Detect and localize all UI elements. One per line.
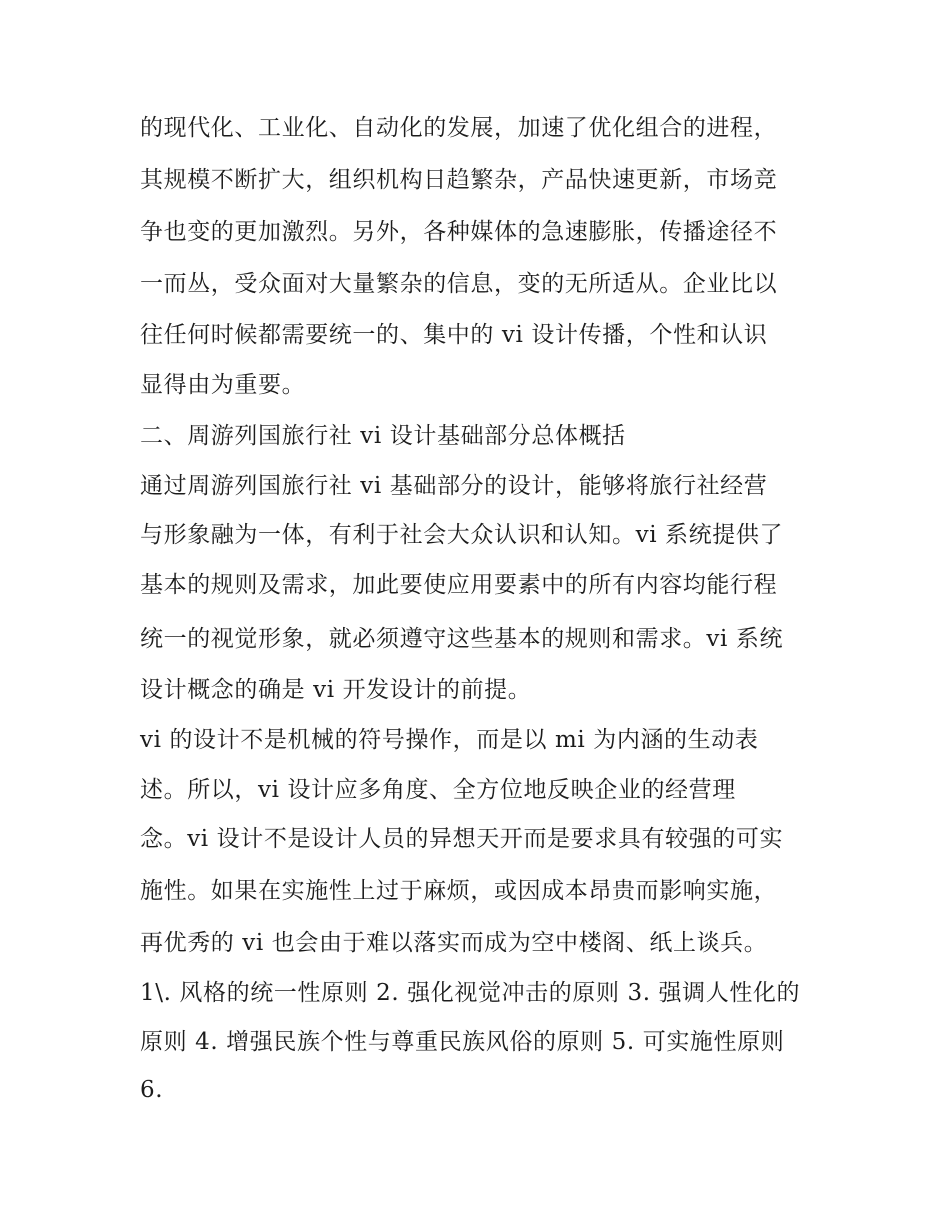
text-line: 基本的规则及需求，加此要使应用要素中的所有内容均能行程 xyxy=(140,572,778,598)
text-line: 的现代化、工业化、自动化的发展，加速了优化组合的进程， xyxy=(140,115,778,141)
text-line: 述。所以，vi 设计应多角度、全方位地反映企业的经营理 xyxy=(140,777,736,803)
text-line: 争也变的更加激烈。另外，各种媒体的急速膨胀，传播途径不 xyxy=(140,219,778,245)
text-line: 一而丛，受众面对大量繁杂的信息，变的无所适从。企业比以 xyxy=(140,271,778,297)
text-line: 设计概念的确是 vi 开发设计的前提。 xyxy=(140,677,532,703)
text-line: vi 的设计不是机械的符号操作，而是以 mi 为内涵的生动表 xyxy=(140,727,759,753)
text-line: 与形象融为一体，有利于社会大众认识和认知。vi 系统提供了 xyxy=(140,522,784,548)
text-line: 施性。如果在实施性上过于麻烦，或因成本昂贵而影响实施， xyxy=(140,878,778,904)
text-line: 显得由为重要。 xyxy=(140,372,306,398)
list-line: 1\. 风格的统一性原则 2. 强化视觉冲击的原则 3. 强调人性化的 xyxy=(140,980,801,1006)
list-line: 原则 4. 增强民族个性与尊重民族风俗的原则 5. 可实施性原则 xyxy=(140,1029,785,1055)
text-line: 往任何时候都需要统一的、集中的 vi 设计传播，个性和认识 xyxy=(140,322,768,348)
text-line: 统一的视觉形象，就必须遵守这些基本的规则和需求。vi 系统 xyxy=(140,626,784,652)
list-line: 6. xyxy=(140,1077,164,1103)
text-line: 其规模不断扩大，组织机构日趋繁杂，产品快速更新，市场竞 xyxy=(140,167,778,193)
text-line: 念。vi 设计不是设计人员的异想天开而是要求具有较强的可实 xyxy=(140,826,784,852)
text-line: 再优秀的 vi 也会由于难以落实而成为空中楼阁、纸上谈兵。 xyxy=(140,930,768,956)
section-heading: 二、周游列国旅行社 vi 设计基础部分总体概括 xyxy=(140,423,626,449)
text-line: 通过周游列国旅行社 vi 基础部分的设计，能够将旅行社经营 xyxy=(140,473,768,499)
